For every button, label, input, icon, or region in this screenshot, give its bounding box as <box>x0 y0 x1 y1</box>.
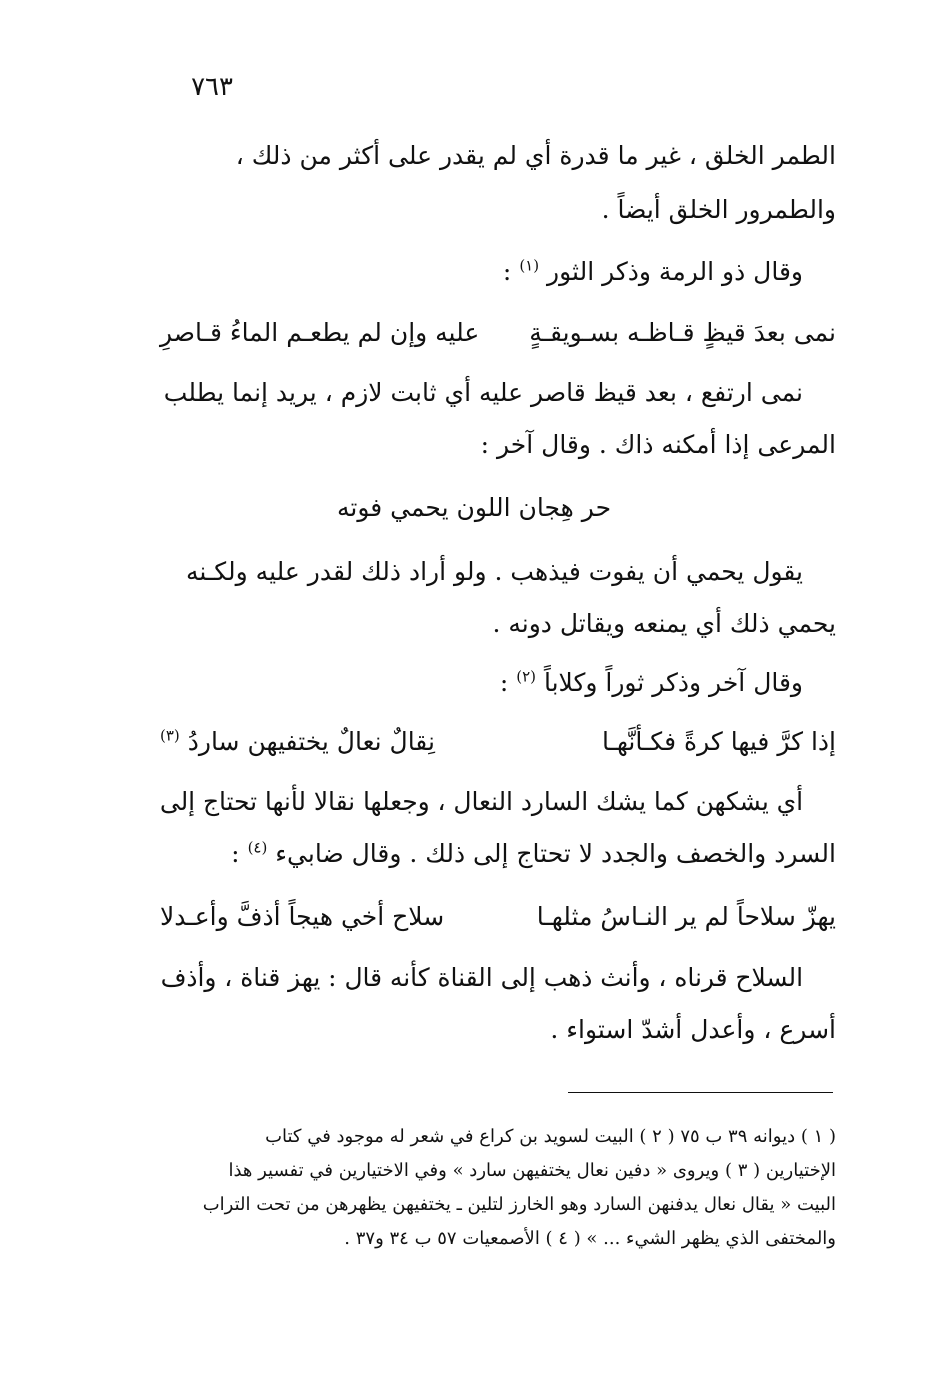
verse-2-first-hemistich: إذا كرَّ فيها كرةً فكـأنَّهـا <box>601 727 836 756</box>
intro-1-text: وقال ذو الرمة وذكر الثور <box>547 257 803 286</box>
paragraph-1-line-1: الطمر الخلق ، غير ما قدرة أي لم يقدر على أكثر من ذلك ، <box>235 141 836 170</box>
paragraph-4-line-2 <box>160 834 836 874</box>
paragraph-3-line-2: يحمي ذلك أي يمنعه ويقاتل دونه . <box>492 609 836 638</box>
intro-line-2 <box>127 663 803 703</box>
paragraph-5-line-2: أسرع ، وأعدل أشدّ استواء . <box>550 1015 836 1044</box>
footnote-line-3: البيت « يقال نعال يدفنهن السارد وهو الخارز لتلين ـ يختفيهن يظهرهن من تحت التراب <box>202 1194 836 1215</box>
footnote-separator <box>568 1092 833 1093</box>
intro-2-text: وقال آخر وذكر ثوراً وكلاباً <box>543 668 803 697</box>
footnote-ref-1: (١) <box>519 256 540 275</box>
verse-2-second-hemistich <box>160 722 435 762</box>
intro-1-colon: : <box>502 257 512 286</box>
intro-line-1 <box>127 252 803 292</box>
footnote-line-4: والمختفى الذي يظهر الشيء ... » ( ٤ ) الأصمعيات ٥٧ ب ٣٤ و٣٧ . <box>344 1228 836 1249</box>
verse-1-second-hemistich: عليه وإن لم يطعـم الماءُ قـاصرِ <box>160 318 480 347</box>
footnote-ref-4: (٤) <box>247 838 268 857</box>
page-number: ٧٦٣ <box>191 72 233 102</box>
verse-3 <box>160 897 836 937</box>
paragraph-1-line-2: والطمرور الخلق أيضاً . <box>601 195 836 224</box>
paragraph-4-line-1: أي يشكهن كما يشك السارد النعال ، وجعلها نقالا لأنها تحتاج إلى <box>159 787 803 816</box>
footnote-ref-2: (٢) <box>516 667 536 686</box>
footnote-line-2: الإختيارين ( ٣ ) ويروى « دفين نعال يختفيهن سارد » وفي الاختيارين في تفسير هذا <box>228 1160 836 1181</box>
paragraph-4-colon: : <box>231 839 240 868</box>
verse-3-second-hemistich: سلاح أخي هيجاً أذفَّ وأعـدلا <box>160 902 445 931</box>
verse-1 <box>160 313 836 353</box>
paragraph-5-line-1: السلاح قرناه ، وأنث ذهب إلى القناة كأنه قال : يهز قناة ، وأذف <box>160 963 803 992</box>
paragraph-2-line-1: نمى ارتفع ، بعد قيظ قاصر عليه أي ثابت لازم ، يريد إنما يطلب <box>163 378 803 407</box>
verse-3-first-hemistich: يهزّ سلاحاً لم ير النـاسُ مثلهـا <box>536 902 836 931</box>
footnote-line-1: ( ١ ) ديوانه ٣٩ ب ٧٥ ( ٢ ) البيت لسويد بن كراع في شعر له موجود في كتاب <box>265 1126 836 1147</box>
footnotes <box>160 1120 836 1256</box>
paragraph-4-line-2-text: السرد والخصف والجدد لا تحتاج إلى ذلك . وقال ضابيء <box>275 839 836 868</box>
verse-1-first-hemistich: نمى بعدَ قيظٍ قـاظـه بسـويقـةٍ <box>529 318 836 347</box>
footnote-ref-3: (٣) <box>160 726 180 745</box>
verse-2 <box>160 722 836 762</box>
paragraph-3-line-1: يقول يحمي أن يفوت فيذهب . ولو أراد ذلك لقدر عليه ولكـنه <box>185 557 803 586</box>
paragraph-2-line-2: المرعى إذا أمكنه ذاك . وقال آخر : <box>480 430 836 459</box>
half-verse: حر هِجان اللون يحمي فوته <box>336 493 612 522</box>
intro-2-colon: : <box>499 668 509 697</box>
verse-2-second-hemistich-text: نِقالٌ نعالٌ يختفيهن ساردُ <box>187 727 435 756</box>
